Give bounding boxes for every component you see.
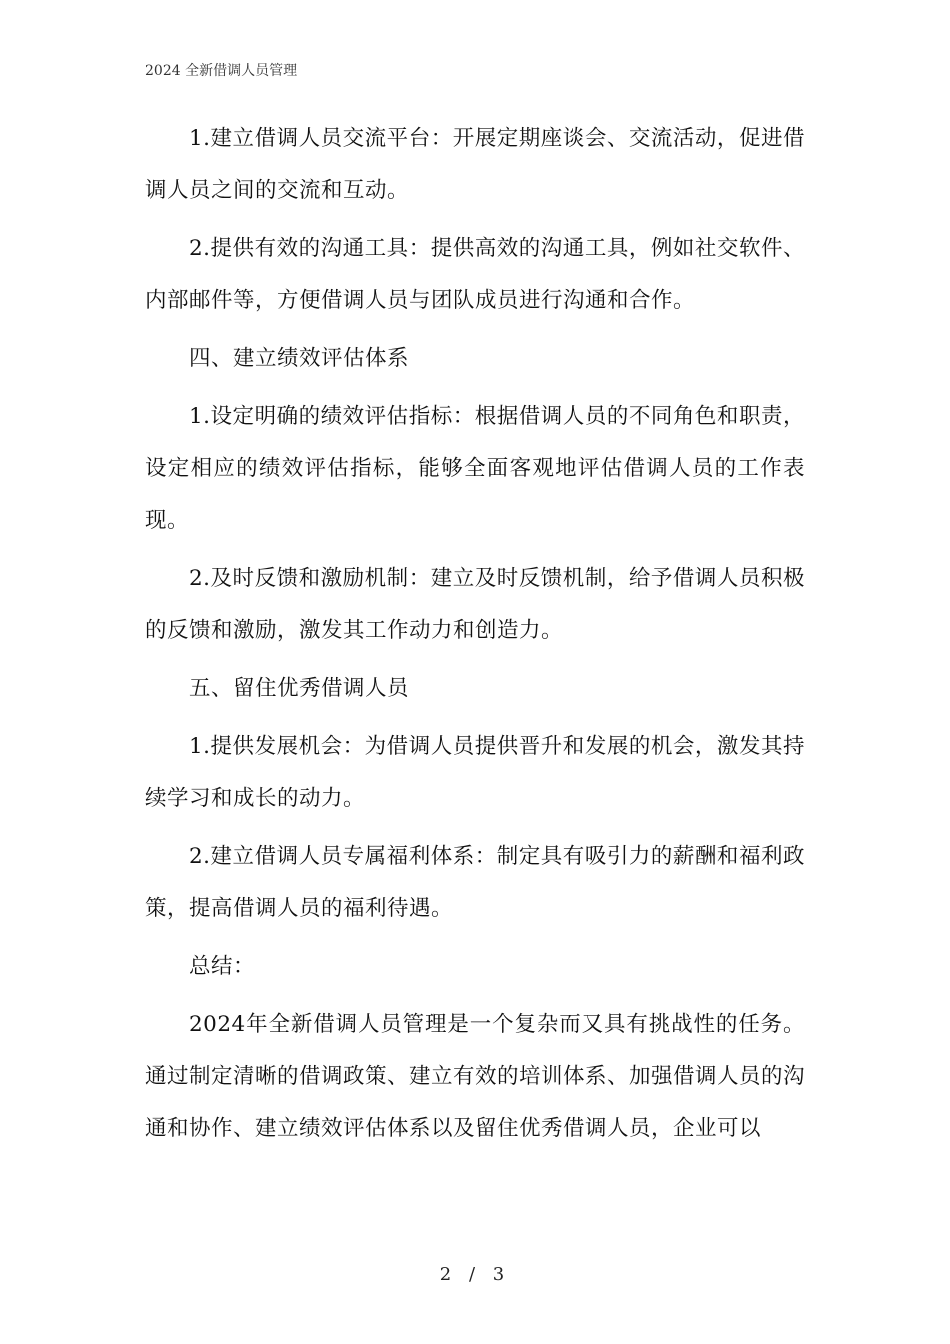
paragraph-summary: 2024年全新借调人员管理是一个复杂而又具有挑战性的任务。通过制定清晰的借调政策、建立有效的培训体系、加强借调人员的沟通和协作、建立绩效评估体系以及留住优秀借调人员，企业可以 <box>145 1012 806 1141</box>
paragraph-feedback-incentives: 2.及时反馈和激励机制：建立及时反馈机制，给予借调人员积极的反馈和激励，激发其工作动力和创造力。 <box>145 566 805 643</box>
page-number: 2 / 3 <box>439 1264 511 1285</box>
paragraph-communication-tools: 2.提供有效的沟通工具：提供高效的沟通工具，例如社交软件、内部邮件等，方便借调人员与团队成员进行沟通和合作。 <box>145 236 805 313</box>
paragraph-performance-indicators: 1.设定明确的绩效评估指标：根据借调人员的不同角色和职责，设定相应的绩效评估指标，能够全面客观地评估借调人员的工作表现。 <box>145 404 805 533</box>
running-header: 2024 全新借调人员管理 <box>145 63 298 79</box>
summary-heading: 总结： <box>189 954 256 979</box>
paragraph-welfare-system: 2.建立借调人员专属福利体系：制定具有吸引力的薪酬和福利政策，提高借调人员的福利待遇。 <box>145 844 805 921</box>
paragraph-communication-platform: 1.建立借调人员交流平台：开展定期座谈会、交流活动，促进借调人员之间的交流和互动。 <box>145 126 805 203</box>
section-heading-performance: 四、建立绩效评估体系 <box>189 346 410 371</box>
paragraph-development-opportunities: 1.提供发展机会：为借调人员提供晋升和发展的机会，激发其持续学习和成长的动力。 <box>145 734 805 811</box>
document-body <box>145 113 805 1161</box>
section-heading-retention: 五、留住优秀借调人员 <box>189 676 410 701</box>
